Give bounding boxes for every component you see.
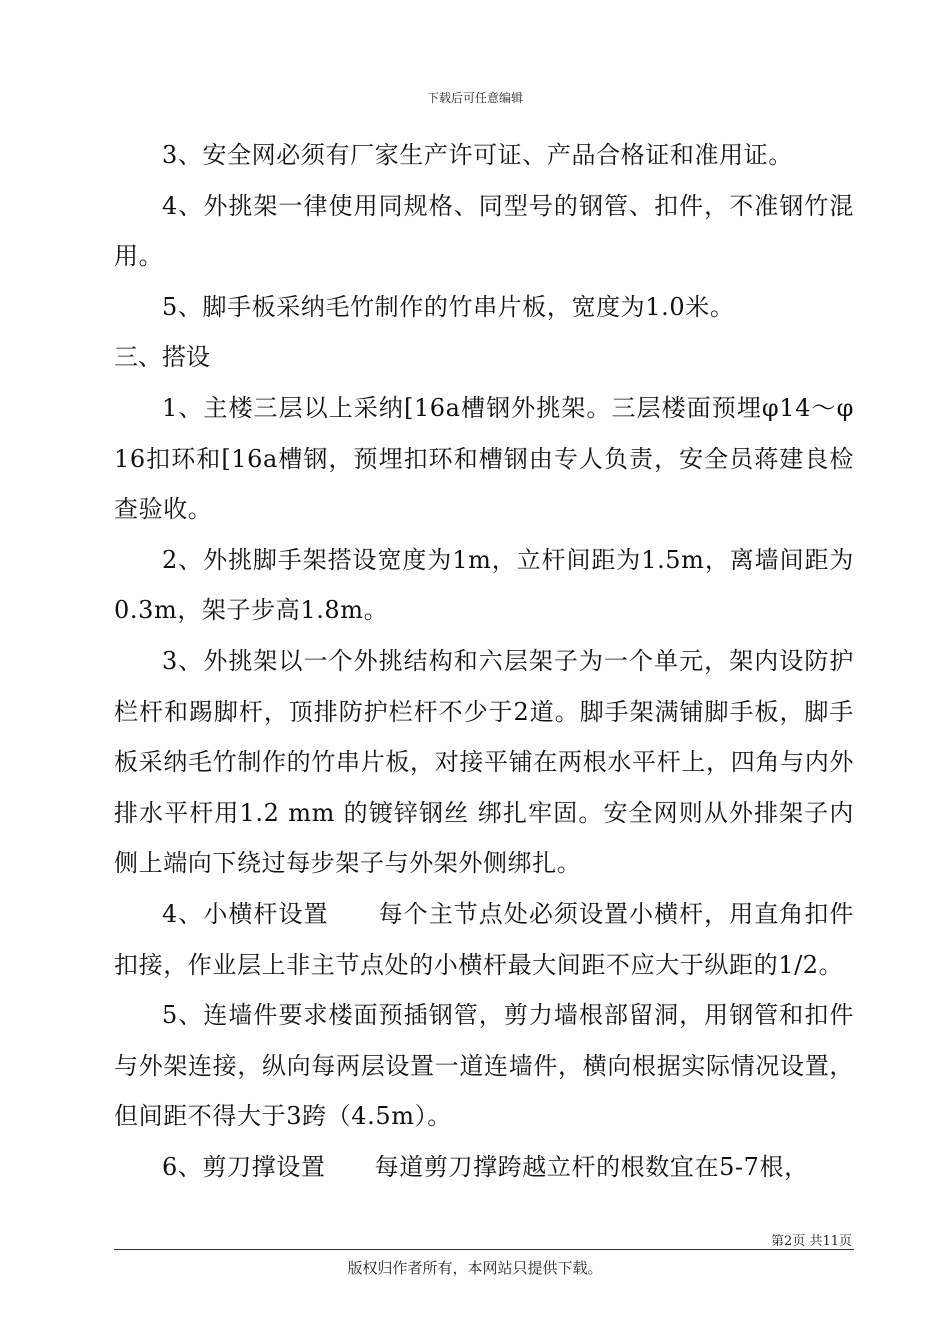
section-heading: 三、搭设 bbox=[114, 343, 210, 372]
paragraph-setup-5: 5、连墙件要求楼面预插钢管，剪力墙根部留洞，用钢管和扣件与外架连接，纵向每两层设置一道连墙件，横向根据实际情况设置，但间距不得大于3跨（4.5m）。 bbox=[114, 1001, 854, 1131]
footer-divider bbox=[114, 1249, 854, 1250]
paragraph-setup-3: 3、外挑架以一个外挑结构和六层架子为一个单元，架内设防护栏杆和踢脚杆，顶排防护栏杆不少于2道。脚手架满铺脚手板，脚手板采纳毛竹制作的竹串片板，对接平铺在两根水平杆上，四角与内外排水平杆用1.2 mm 的镀锌钢丝 绑扎牢固。安全网则从外排架子内侧上端向下绕过每步架子与外架外侧绑扎。 bbox=[114, 646, 854, 878]
header-note: 下载后可任意编辑 bbox=[426, 91, 523, 105]
paragraph-setup-6: 6、剪刀撑设置 每道剪刀撑跨越立杆的根数宜在5-7根， bbox=[162, 1152, 809, 1181]
paragraph-setup-1: 1、主楼三层以上采纳[16a槽钢外挑架。三层楼面预埋φ14～φ16扣环和[16a槽钢，预埋扣环和槽钢由专人负责，安全员蒋建良检查验收。 bbox=[114, 393, 854, 524]
paragraph-4: 4、外挑架一律使用同规格、同型号的钢管、扣件，不准钢竹混用。 bbox=[114, 191, 854, 271]
paragraph-setup-2: 2、外挑脚手架搭设宽度为1m，立杆间距为1.5m，离墙间距为0.3m，架子步高1.8m。 bbox=[114, 545, 854, 625]
page-number: 第2页 共11页 bbox=[771, 1234, 852, 1249]
paragraph-setup-4: 4、小横杆设置 每个主节点处必须设置小横杆，用直角扣件扣接，作业层上非主节点处的小横杆最大间距不应大于纵距的1/2。 bbox=[114, 899, 854, 979]
document-body bbox=[114, 130, 854, 1192]
paragraph-5: 5、脚手板采纳毛竹制作的竹串片板，宽度为1.0米。 bbox=[162, 292, 735, 321]
paragraph-3: 3、安全网必须有厂家生产许可证、产品合格证和准用证。 bbox=[162, 141, 793, 169]
footer-copyright: 版权归作者所有，本网站只提供下载。 bbox=[347, 1259, 603, 1277]
